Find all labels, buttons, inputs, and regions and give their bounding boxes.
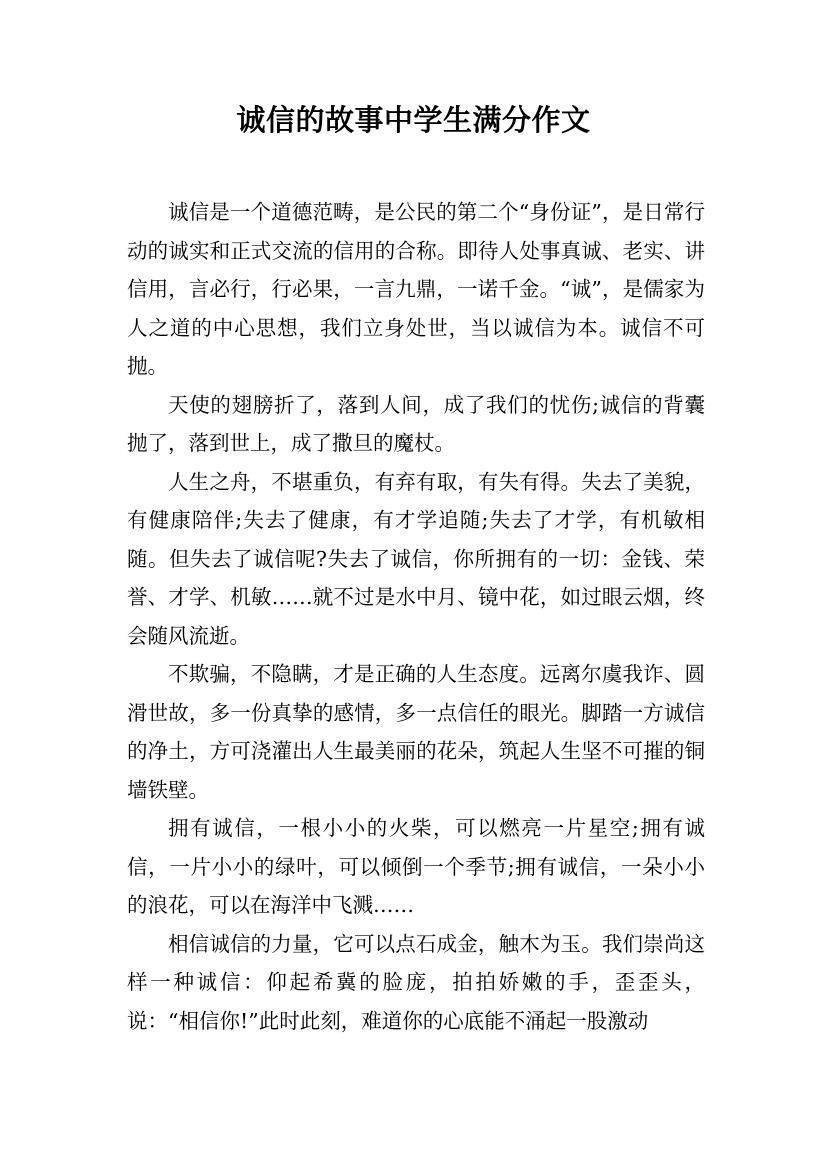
document-body	[127, 193, 705, 1040]
paragraph: 相信诚信的力量，它可以点石成金，触木为玉。我们崇尚这样一种诚信：仰起希冀的脸庞，拍拍娇嫩的手，歪歪头，说：“相信你!”此时此刻，难道你的心底能不涌起一股激动	[127, 931, 705, 1033]
document-title: 诚信的故事中学生满分作文	[236, 103, 591, 137]
paragraph: 拥有诚信，一根小小的火柴，可以燃亮一片星空;拥有诚信，一片小小的绿叶，可以倾倒一个季节;拥有诚信，一朵小小的浪花，可以在海洋中飞溅……	[127, 816, 705, 917]
paragraph: 诚信是一个道德范畴，是公民的第二个“身份证”，是日常行动的诚实和正式交流的信用的合称。即待人处事真诚、老实、讲信用，言必行，行必果，一言九鼎，一诺千金。“诚”，是儒家为人之道的中心思想，我们立身处世，当以诚信为本。诚信不可抛。	[127, 200, 705, 378]
paragraph: 人生之舟，不堪重负，有弃有取，有失有得。失去了美貌，有健康陪伴;失去了健康，有才学追随;失去了才学，有机敏相随。但失去了诚信呢?失去了诚信，你所拥有的一切：金钱、荣誉、才学、机敏……就不过是水中月、镜中花，如过眼云烟，终会随风流逝。	[127, 469, 705, 648]
paragraph: 天使的翅膀折了，落到人间，成了我们的忧伤;诚信的背囊抛了，落到世上，成了撒旦的魔杖。	[127, 392, 705, 455]
paragraph: 不欺骗，不隐瞒，才是正确的人生态度。远离尔虞我诈、圆滑世故，多一份真挚的感情，多一点信任的眼光。脚踏一方诚信的净土，方可浇灌出人生最美丽的花朵，筑起人生坚不可摧的铜墙铁壁。	[127, 662, 705, 802]
